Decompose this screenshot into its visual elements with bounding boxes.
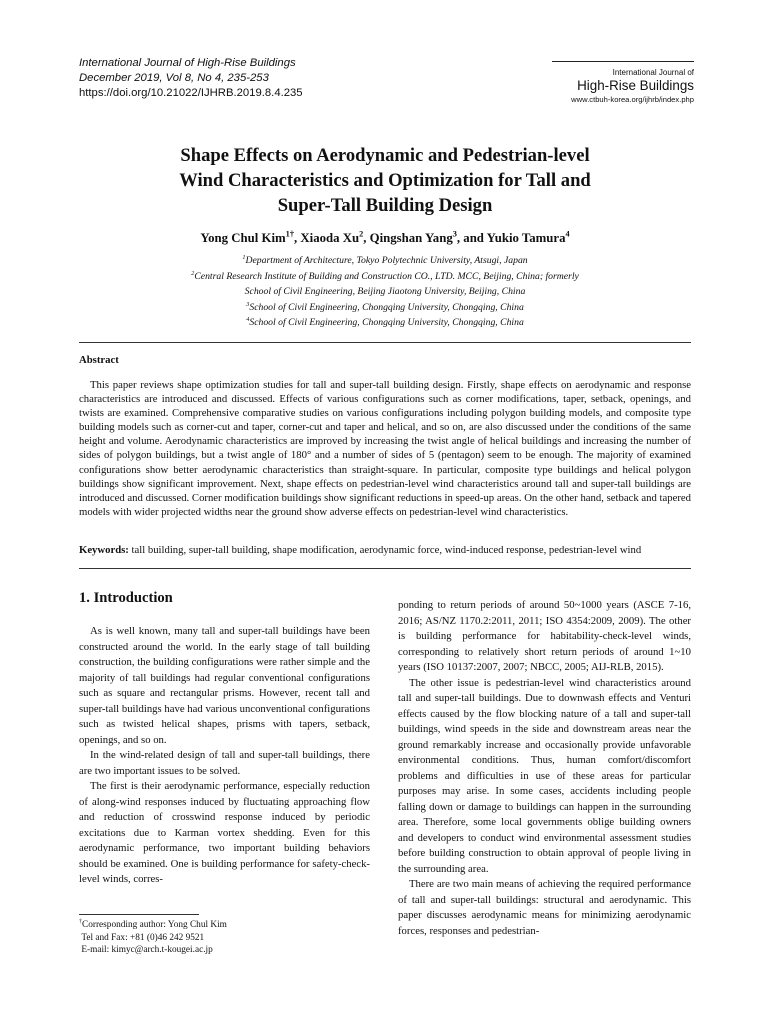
affiliation: $^4$School of Civil Engineering, Chongqing University, Chongqing, China	[246, 315, 524, 328]
affiliation: $^2$Central Research Institute of Building and Construction CO., LTD. MCC, Beijing, China; formerly	[191, 269, 579, 282]
paragraph: The first is their aerodynamic performance, especially reduction of along-wind responses induced by fluctuating approaching flow and reduction of crosswind response induced by periodic excitations due to Karman vortex shedding. Even for this aerodynamic performance, two important building behaviors should be examined. One is building performance for safety-check-level winds, corres-	[79, 780, 370, 885]
paragraph: As is well known, many tall and super-tall buildings have been constructed around the world. In the early stage of tall building construction, the building configurations were rather simple and the majority of tall buildings had regular conventional configurations such as square and rectangular prisms. However, recent tall and super-tall buildings have had various unconventional configurations such as twisted helical shapes, prisms with tapers, setback, openings, and so on.	[79, 625, 370, 746]
paragraph: The other issue is pedestrian-level wind characteristics around tall and super-tall buildings. Due to downwash effects and Venturi effects caused by the flow blocking nature of a tall and super-tall buildings, wind speeds in the side and downstream areas near the ground remarkably increase and occasionally provide unfavorable environmental conditions. Thus, human comfort/discomfort problems and difficulties in use of these areas for particular purposes may arise. In some cases, accidents including people falling down or damage to buildings can happen in the surrounding area. Therefore, some local governments oblige building owners and developers to conduct wind environmental assessment studies before building construction to obtain approval of people living in the surrounding area.	[398, 676, 691, 875]
title-line: Super-Tall Building Design	[277, 195, 493, 216]
author-list	[79, 229, 691, 247]
keywords-text: tall building, super-tall building, shape modification, aerodynamic force, wind-induced response, pedestrian-level wind	[131, 544, 642, 556]
author: Yukio Tamura$^4$	[486, 229, 570, 245]
doi-link[interactable]: https://doi.org/10.21022/IJHRB.2019.8.4.235	[79, 87, 303, 99]
footnote-line: Tel and Fax: +81 (0)46 242 9521	[81, 932, 205, 943]
keywords	[79, 543, 691, 557]
footnote-line: †Corresponding author: Yong Chul Kim	[79, 918, 227, 930]
logo-rule	[552, 61, 694, 62]
journal-logo-block	[552, 61, 694, 106]
affiliation: $^1$Department of Architecture, Tokyo Polytechnic University, Atsugi, Japan	[242, 253, 528, 266]
abstract-top-rule	[79, 342, 691, 343]
abstract-heading: Abstract	[79, 354, 119, 366]
logo-label: International Journal of	[612, 68, 694, 77]
footnote-rule	[79, 914, 199, 915]
journal-name: International Journal of High-Rise Buildings	[79, 57, 296, 69]
paper-title	[79, 143, 691, 218]
paragraph: There are two main means of achieving the required performance of tall and super-tall buildings: structural and aerodynamic. This paper discusses aerodynamic means for minimizing aerodynamic forces, responses and pedestrian-	[398, 878, 691, 937]
affiliation: $^3$School of Civil Engineering, Chongqing University, Chongqing, China	[246, 300, 524, 313]
footnote-email[interactable]: E-mail: kimyc@arch.t-kougei.ac.jp	[81, 945, 213, 956]
paragraph: In the wind-related design of tall and super-tall buildings, there are two important issues to be solved.	[79, 749, 370, 777]
title-line: Shape Effects on Aerodynamic and Pedestrian-level	[180, 145, 590, 166]
paragraph: ponding to return periods of around 50~1000 years (ASCE 7-16, 2016; AS/NZ 1170.2:2011, 2011; ISO 4354:2009, 2009). The other is building performance for habitability-check-level winds, corresponding to relatively short return periods of around 1~10 years (ISO 10137:2007, 2007; NBCC, 2005; AIJ-RLB, 2015).	[398, 599, 691, 673]
author: Yong Chul Kim$^{1\dagger}$,	[200, 229, 301, 245]
abstract-text: This paper reviews shape optimization studies for tall and super-tall building design. Firstly, shape effects on aerodynamic and response characteristics are introduced and discussed. Effects of various configurations such as corner modifications, taper, setback, openings, and twists are examined. Comprehensive comparative studies on various configurations including polygon building models, and composite type building models such as corner-cut and taper, corner-cut and taper and helical, and so on, are also discussed under the conditions of the same height and volume. Aerodynamic characteristics are improved by increasing the twist angle of helical buildings and increasing the number of sides of polygon buildings, but a twist angle of 180° and a number of sides of 5 (pentagon) seem to be enough. The majority of examined configurations show better aerodynamic characteristics than straight-square. In particular, composite type buildings and helical polygon buildings show significant improvement. Next, shape effects on pedestrian-level wind characteristics around tall and super-tall buildings are introduced and discussed. Corner modification buildings show significant reductions in speed-up areas. On the other hand, setback and tapered models with wider projected widths near the ground show adverse effects on pedestrian-level wind characteristics.	[79, 379, 691, 518]
affiliations	[79, 253, 691, 331]
right-column	[398, 598, 691, 939]
keywords-label: Keywords:	[79, 544, 129, 556]
title-line: Wind Characteristics and Optimization for Tall and	[179, 170, 591, 191]
journal-url[interactable]: www.ctbuh-korea.org/ijhrb/index.php	[571, 95, 694, 104]
affiliation: School of Civil Engineering, Beijing Jiaotong University, Beijing, China	[244, 286, 526, 297]
footnote	[79, 919, 227, 957]
author: Qingshan Yang$^3$, and	[369, 229, 487, 245]
author: Xiaoda Xu$^2$,	[300, 229, 370, 245]
left-column	[79, 624, 370, 888]
issue-info: December 2019, Vol 8, No 4, 235-253	[79, 72, 269, 84]
section-heading: 1. Introduction	[79, 590, 173, 606]
abstract-bottom-rule	[79, 568, 691, 569]
logo-name: High-Rise Buildings	[577, 78, 694, 93]
journal-header	[79, 56, 399, 101]
